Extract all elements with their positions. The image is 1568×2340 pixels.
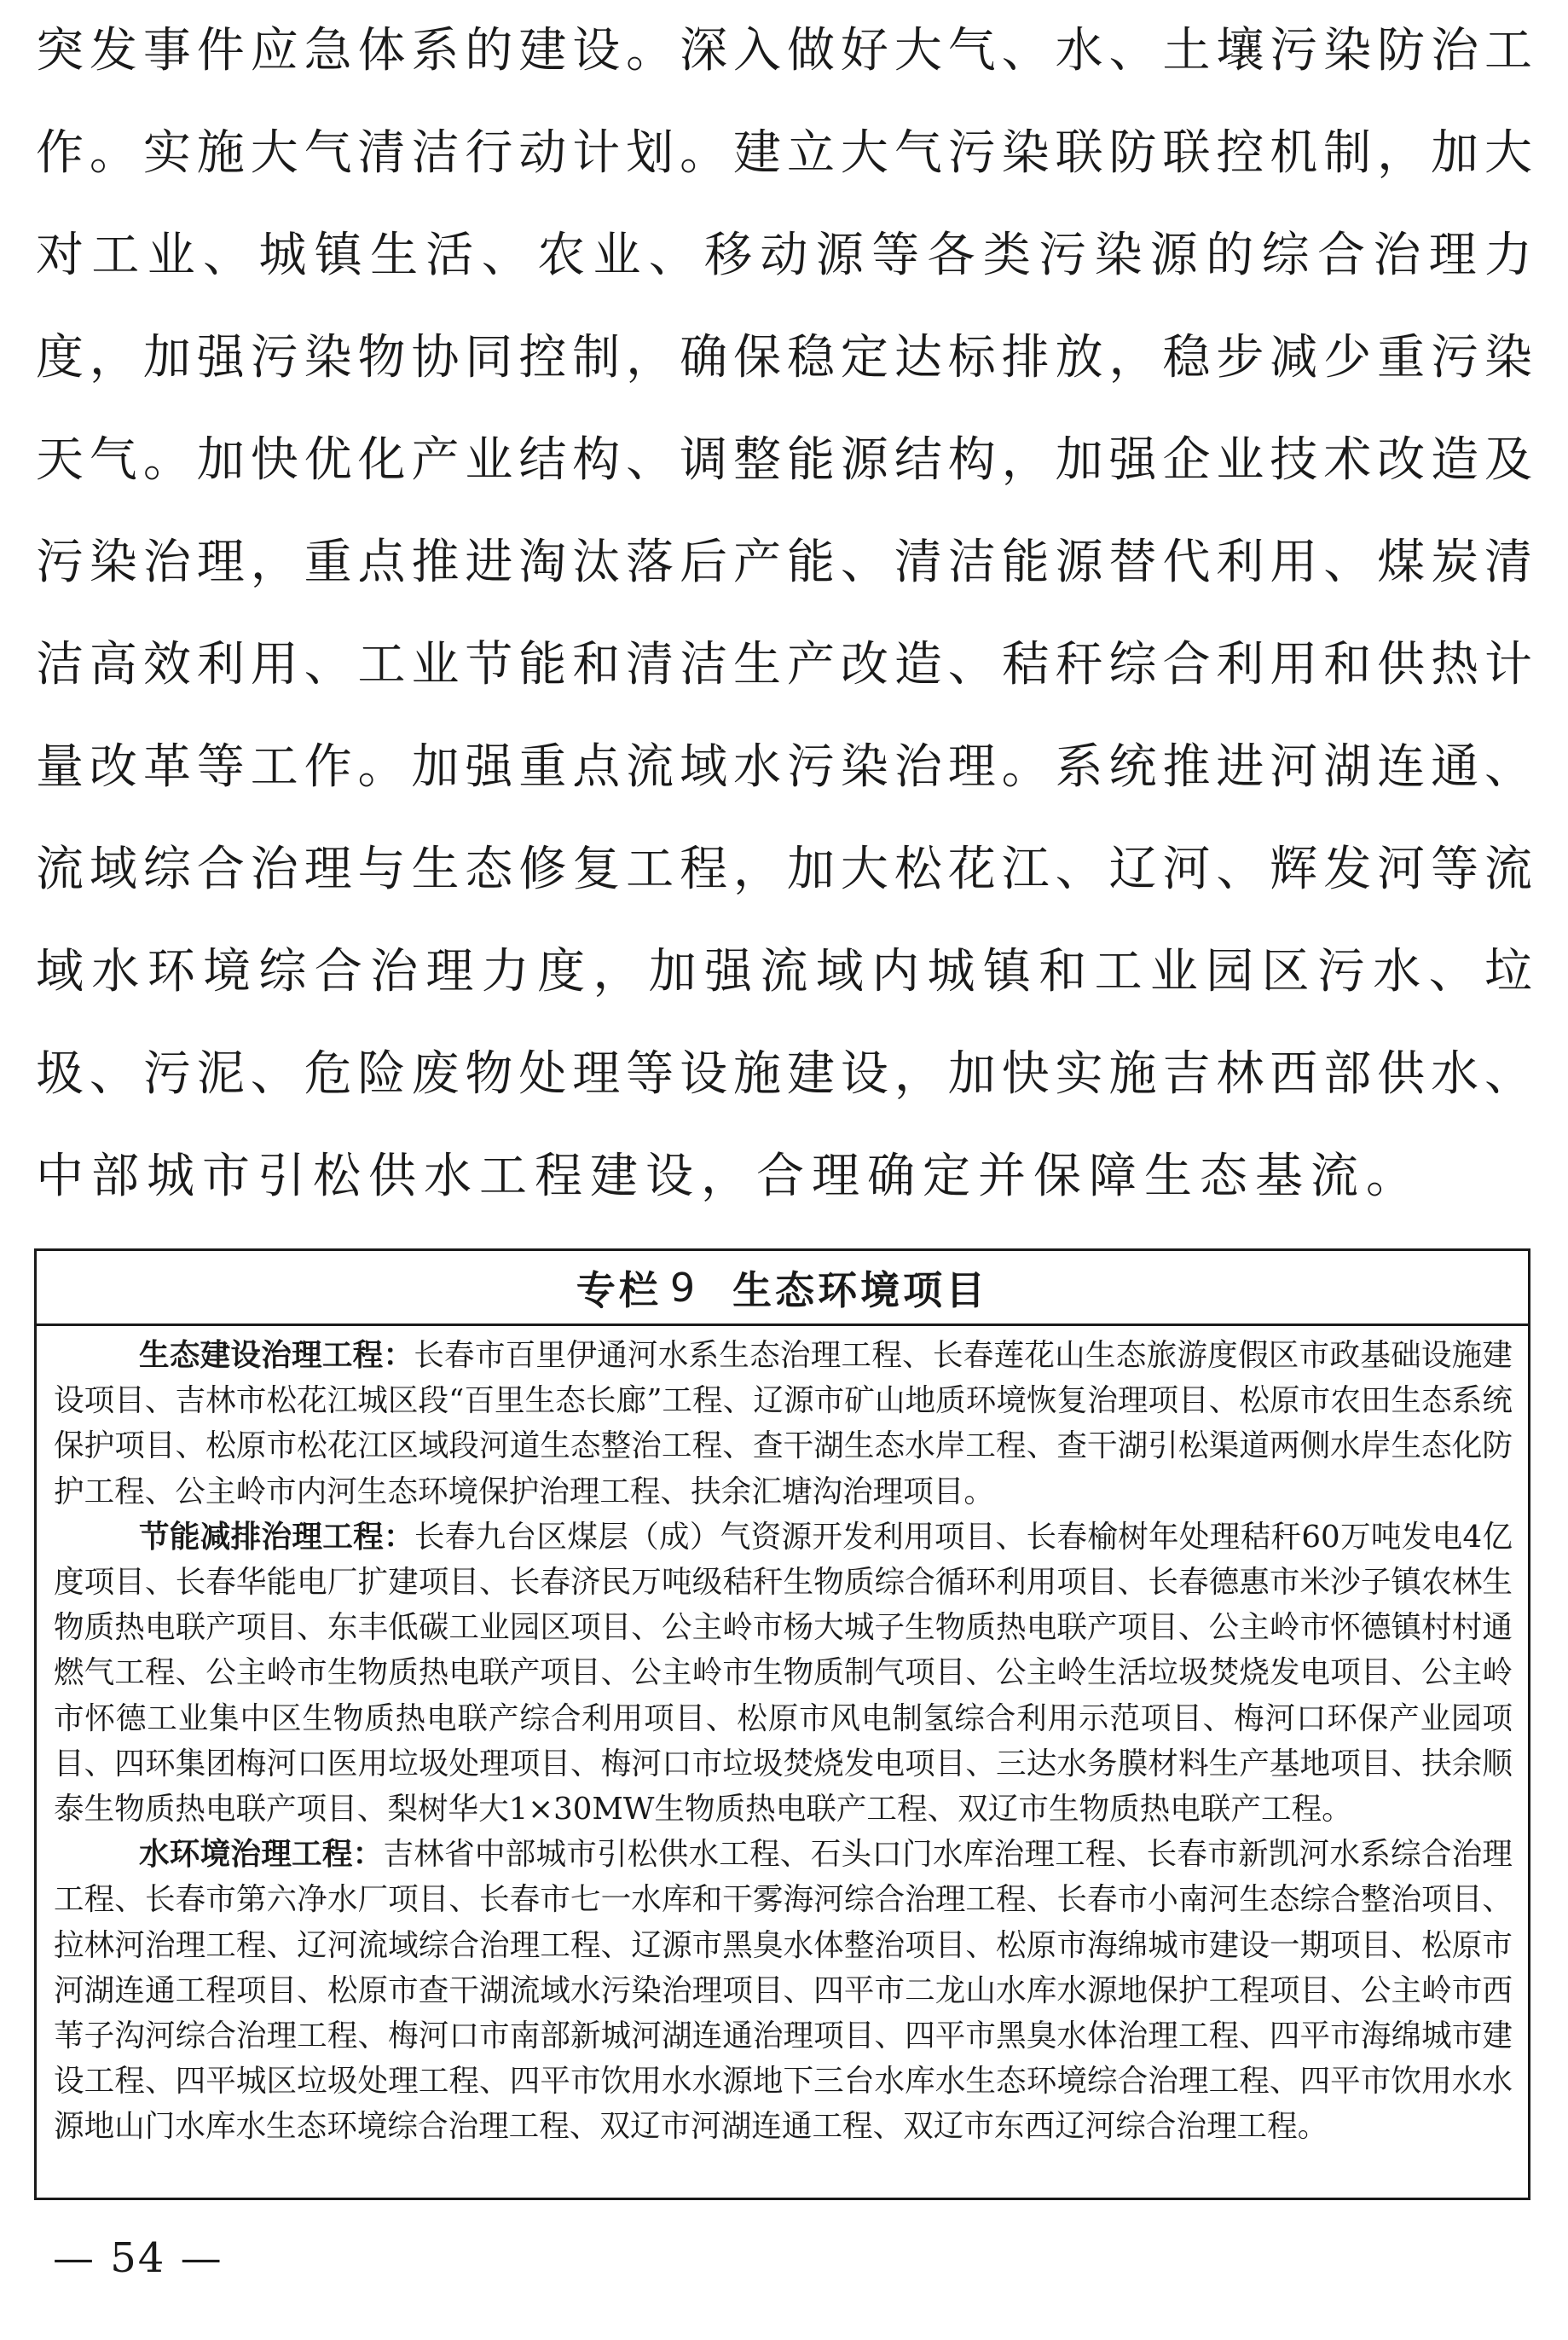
project-section-ecology xyxy=(54,1333,1513,1515)
body-line: 流域综合治理与生态修复工程，加大松花江、辽河、辉发河等流 xyxy=(36,842,1532,897)
body-line: 中部城市引松供水工程建设，合理确定并保障生态基流。 xyxy=(36,1149,1421,1204)
feature-box-title-text: 生态环境项目 xyxy=(732,1266,989,1313)
section-heading: 生态建设治理工程： xyxy=(139,1338,414,1373)
body-text xyxy=(36,0,1532,1228)
body-line: 污染治理，重点推进淘汰落后产能、清洁能源替代利用、煤炭清 xyxy=(36,535,1532,590)
body-line: 洁高效利用、工业节能和清洁生产改造、秸秆综合利用和供热计 xyxy=(36,637,1532,692)
body-line: 天气。加快优化产业结构、调整能源结构，加强企业技术改造及 xyxy=(36,432,1532,488)
section-text: 吉林省中部城市引松供水工程、石头口门水库治理工程、长春市新凯河水系综合治理工程、长春市第六净水厂项目、长春市七一水库和干雾海河综合治理工程、长春市小南河生态综合整治项目、拉林河治理工程、辽河流域综合治理工程、辽源市黑臭水体整治项目、松原市海绵城市建设一期项目、松原市河湖连通工程项目、松原市查干湖流域水污染治理项目、四平市二龙山水库水源地保护工程项目、公主岭市西苇子沟河综合治理工程、梅河口市南部新城河湖连通治理项目、四平市黑臭水体治理工程、四平市海绵城市建设工程、四平城区垃圾处理工程、四平市饮用水水源地下三台水库水生态环境综合治理工程、四平市饮用水水源地山门水库水生态环境综合治理工程、双辽市河湖连通工程、双辽市东西辽河综合治理工程。 xyxy=(54,1837,1513,2145)
body-line: 作。实施大气清洁行动计划。建立大气污染联防联控机制，加大 xyxy=(36,125,1532,181)
page-number: — 54 — xyxy=(53,2234,223,2282)
feature-box-body xyxy=(37,1326,1528,2150)
feature-box-title xyxy=(37,1251,1528,1326)
project-section-water xyxy=(54,1832,1513,2149)
body-line: 突发事件应急体系的建设。深入做好大气、水、土壤污染防治工 xyxy=(36,23,1532,78)
project-section-energy xyxy=(54,1515,1513,1832)
section-text: 长春市百里伊通河水系生态治理工程、长春莲花山生态旅游度假区市政基础设施建设项目、吉林市松花江城区段“百里生态长廊”工程、辽源市矿山地质环境恢复治理项目、松原市农田生态系统保护项目、松原市松花江区域段河道生态整治工程、查干湖生态水岸工程、查干湖引松渠道两侧水岸生态化防护工程、公主岭市内河生态环境保护治理工程、扶余汇塘沟治理项目。 xyxy=(54,1338,1513,1509)
body-line: 圾、污泥、危险废物处理等设施建设，加快实施吉林西部供水、 xyxy=(36,1046,1532,1102)
body-line: 对工业、城镇生活、农业、移动源等各类污染源的综合治理力 xyxy=(36,228,1532,283)
body-line: 量改革等工作。加强重点流域水污染治理。系统推进河湖连通、 xyxy=(36,739,1532,795)
body-line: 域水环境综合治理力度，加强流域内城镇和工业园区污水、垃 xyxy=(36,944,1532,999)
feature-box xyxy=(34,1248,1530,2200)
body-line: 度，加强污染物协同控制，确保稳定达标排放，稳步减少重污染 xyxy=(36,330,1532,385)
section-text: 长春九台区煤层（成）气资源开发利用项目、长春榆树年处理秸秆60万吨发电4亿度项目、长春华能电厂扩建项目、长春济民万吨级秸秆生物质综合循环利用项目、长春德惠市米沙子镇农林生物质热电联产项目、东丰低碳工业园区项目、公主岭市杨大城子生物质热电联产项目、公主岭市怀德镇村村通燃气工程、公主岭市生物质热电联产项目、公主岭市生物质制气项目、公主岭生活垃圾焚烧发电项目、公主岭市怀德工业集中区生物质热电联产综合利用项目、松原市风电制氢综合利用示范项目、梅河口环保产业园项目、四环集团梅河口医用垃圾处理项目、梅河口市垃圾焚烧发电项目、三达水务膜材料生产基地项目、扶余顺泰生物质热电联产项目、梨树华大1×30MW生物质热电联产工程、双辽市生物质热电联产工程。 xyxy=(54,1519,1513,1827)
feature-box-title-prefix: 专栏 xyxy=(576,1266,662,1313)
feature-box-title-number: 9 xyxy=(669,1264,699,1311)
section-heading: 节能减排治理工程： xyxy=(139,1519,414,1555)
section-heading: 水环境治理工程： xyxy=(139,1837,384,1873)
